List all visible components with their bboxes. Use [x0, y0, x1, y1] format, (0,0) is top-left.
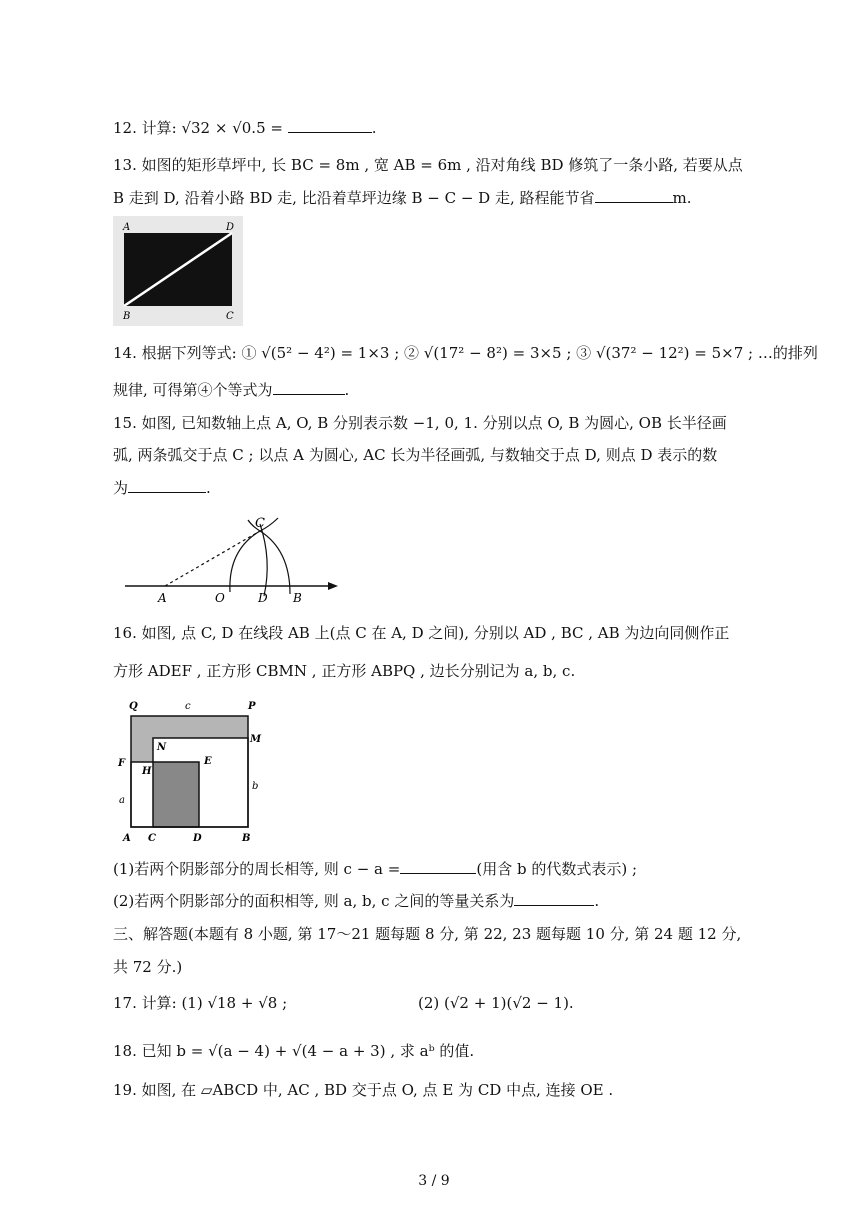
label-c-side: c	[185, 701, 191, 712]
question-16-part-1-tail: (用含 b 的代数式表示) ;	[476, 860, 638, 878]
shaded-region-center	[153, 762, 199, 827]
label-q: Q	[129, 701, 138, 712]
question-16-part-1	[113, 859, 637, 879]
question-15-tail: .	[206, 479, 211, 497]
shaded-region-top	[131, 716, 248, 738]
question-14-line-2-text: 规律, 可得第④个等式为	[113, 381, 273, 399]
answer-blank	[514, 891, 594, 906]
squares-diagram	[113, 696, 273, 846]
label-b: B	[242, 833, 251, 844]
label-b: B	[293, 591, 302, 605]
rectangle-lawn-figure	[113, 216, 243, 326]
question-17-part-1: 17. 计算: (1) √18 + √8 ;	[113, 994, 288, 1012]
label-c: C	[255, 516, 265, 531]
label-m: M	[250, 734, 262, 745]
question-13-unit: m.	[672, 189, 692, 207]
answer-blank	[128, 478, 206, 493]
label-a: A	[123, 833, 131, 844]
label-p: P	[248, 701, 256, 712]
label-n: N	[157, 742, 167, 753]
label-d: D	[226, 222, 235, 233]
label-c: C	[148, 833, 156, 844]
rectangle-lawn-diagram	[113, 216, 243, 326]
label-h: H	[142, 766, 152, 777]
page-number: 3 / 9	[418, 1173, 450, 1189]
label-c: C	[226, 311, 234, 322]
label-a-side: a	[119, 795, 125, 806]
question-12	[113, 118, 377, 138]
question-14-line-1: 14. 根据下列等式: ① √(5² − 4²) = 1×3 ; ② √(17² − 8²) = 3×5 ; ③ √(37² − 12²) = 5×7 ; …的排列	[113, 344, 818, 362]
question-13-line-1: 13. 如图的矩形草坪中, 长 BC = 8m , 宽 AB = 6m , 沿对角线 BD 修筑了一条小路, 若要从点	[113, 156, 743, 174]
question-16-part-2-tail: .	[594, 892, 600, 910]
label-f: F	[118, 758, 126, 769]
question-13-line-2-text: B 走到 D, 沿着小路 BD 走, 比沿着草坪边缘 B − C − D 走, 路程能节省	[113, 189, 595, 207]
question-19: 19. 如图, 在 ▱ABCD 中, AC , BD 交于点 O, 点 E 为 CD 中点, 连接 OE .	[113, 1081, 614, 1099]
question-16-line-1: 16. 如图, 点 C, D 在线段 AB 上(点 C 在 A, D 之间), 分别以 AD , BC , AB 为边向同侧作正	[113, 624, 730, 642]
answer-blank	[288, 118, 372, 133]
axis-arrow-icon	[328, 582, 338, 590]
label-b: B	[123, 311, 131, 322]
answer-blank	[400, 859, 476, 874]
shaded-region-left	[131, 738, 153, 762]
question-16-part-2-text: (2)若两个阴影部分的面积相等, 则 a, b, c 之间的等量关系为	[113, 892, 515, 910]
question-16-part-2	[113, 891, 599, 911]
arc-centered-at-b	[230, 518, 278, 592]
question-17-part-2: (2) (√2 + 1)(√2 − 1).	[418, 994, 574, 1012]
number-line-figure	[120, 510, 345, 610]
question-18: 18. 已知 b = √(a − 4) + √(4 − a + 3) , 求 aᵇ 的值.	[113, 1042, 475, 1060]
question-14-line-2	[113, 380, 349, 400]
question-15-line-1: 15. 如图, 已知数轴上点 A, O, B 分别表示数 −1, 0, 1. 分别以点 O, B 为圆心, OB 长半径画	[113, 414, 727, 432]
squares-figure	[113, 696, 273, 846]
label-a: A	[158, 591, 167, 605]
answer-blank	[273, 380, 345, 395]
question-14-tail: .	[344, 381, 350, 399]
question-15-line-3	[113, 478, 211, 498]
answer-blank	[595, 188, 673, 203]
question-12-text: 12. 计算: √32 × √0.5 =	[113, 119, 288, 137]
section-3-heading-line-2: 共 72 分.)	[113, 958, 183, 976]
label-o: O	[215, 591, 225, 605]
question-13-line-2	[113, 188, 692, 208]
question-15-line-2: 弧, 两条弧交于点 C ; 以点 A 为圆心, AC 长为半径画弧, 与数轴交于点 D, 则点 D 表示的数	[113, 446, 718, 464]
label-b-side: b	[252, 781, 259, 792]
section-3-heading-line-1: 三、解答题(本题有 8 小题, 第 17～21 题每题 8 分, 第 22, 23 题每题 10 分, 第 24 题 12 分,	[113, 925, 742, 943]
question-12-tail: .	[371, 119, 377, 137]
label-d: D	[193, 833, 202, 844]
dashed-line-ac	[165, 531, 260, 586]
label-a: A	[123, 222, 131, 233]
label-e: E	[204, 756, 212, 767]
label-d: D	[258, 591, 268, 605]
question-16-part-1-text: (1)若两个阴影部分的周长相等, 则 c − a =	[113, 860, 401, 878]
number-line-diagram	[120, 510, 345, 610]
arc-centered-at-o	[248, 520, 290, 594]
question-16-line-2: 方形 ADEF , 正方形 CBMN , 正方形 ABPQ , 边长分别记为 a, b, c.	[113, 662, 576, 680]
question-15-line-3-text: 为	[113, 479, 129, 497]
